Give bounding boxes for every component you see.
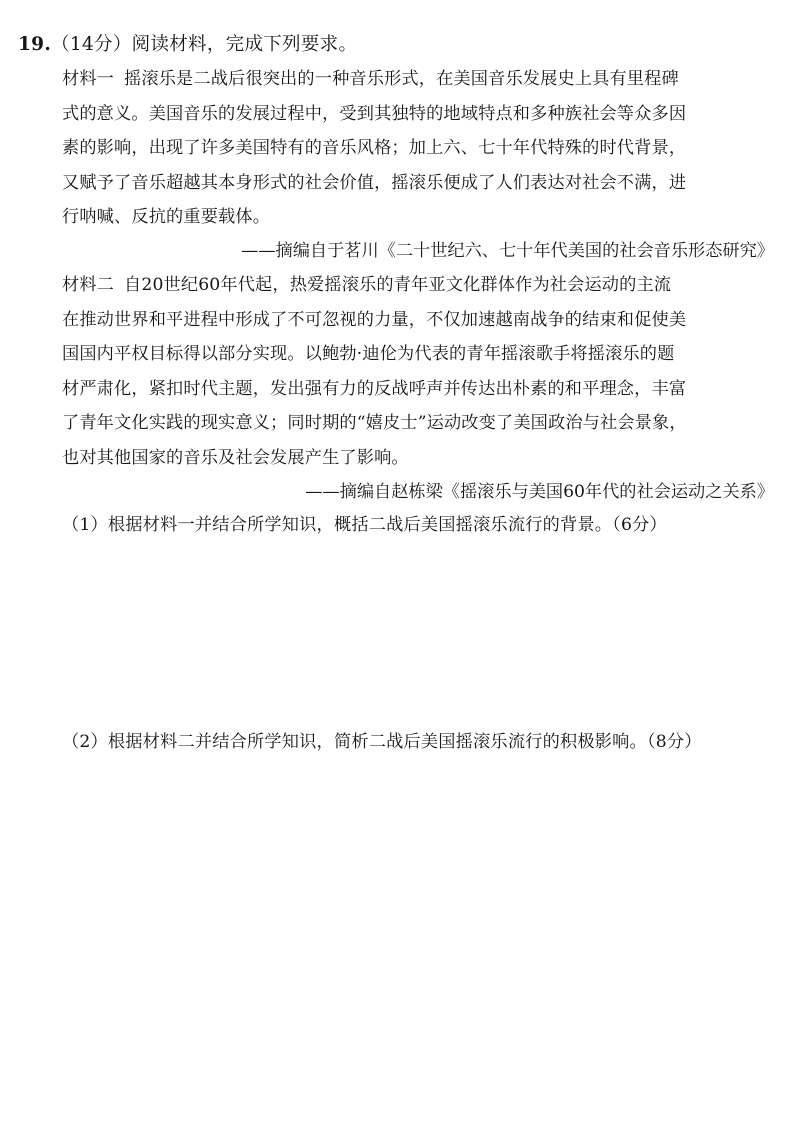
- question-header: [18, 30, 357, 56]
- material2-source: ——摘编自赵栋梁《摇滚乐与美国60年代的社会运动之关系》: [305, 482, 774, 502]
- material2-line-3: 国国内平权目标得以部分实现。以鲍勃·迪伦为代表的青年摇滚歌手将摇滚乐的题: [62, 344, 675, 364]
- material1-label: 材料一: [62, 69, 115, 89]
- answer-area-1[interactable]: [62, 545, 770, 710]
- question-instruction: 阅读材料，完成下列要求。: [131, 34, 358, 55]
- material2-label: 材料二: [62, 275, 115, 295]
- material1-line-4: 又赋予了音乐超越其本身形式的社会价值，摇滚乐便成了人们表达对社会不满，进: [62, 173, 687, 193]
- material2-line-4: 材严肃化，紧扣时代主题，发出强有力的反战呼声并传达出朴素的和平理念，丰富: [62, 379, 687, 399]
- material2-text-1: 自20世纪60年代起，热爱摇滚乐的青年亚文化群体作为社会运动的主流: [124, 275, 672, 295]
- material1-text-1: 摇滚乐是二战后很突出的一种音乐形式，在美国音乐发展史上具有里程碑: [124, 69, 679, 89]
- material1-source: ——摘编自于茗川《二十世纪六、七十年代美国的社会音乐形态研究》: [241, 241, 774, 261]
- material1-line-1: [62, 64, 679, 89]
- material2-line-1: [62, 270, 671, 295]
- answer-area-2[interactable]: [62, 765, 770, 1105]
- question-number: 19.: [18, 34, 52, 55]
- material1-line-5: 行呐喊、反抗的重要载体。: [62, 207, 271, 227]
- material2-line-5: 了青年文化实践的现实意义；同时期的“嬉皮士”运动改变了美国政治与社会景象，: [62, 413, 687, 433]
- subquestion-1: （1）根据材料一并结合所学知识，概括二战后美国摇滚乐流行的背景。（6分）: [62, 515, 667, 535]
- question-score: （14分）: [51, 34, 132, 55]
- subquestion-2: （2）根据材料二并结合所学知识，简析二战后美国摇滚乐流行的积极影响。（8分）: [62, 732, 702, 752]
- material2-line-6: 也对其他国家的音乐及社会发展产生了影响。: [62, 448, 409, 468]
- material1-line-2: 式的意义。美国音乐的发展过程中，受到其独特的地域特点和多种族社会等众多因: [62, 104, 687, 124]
- material1-line-3: 素的影响，出现了许多美国特有的音乐风格；加上六、七十年代特殊的时代背景，: [62, 138, 687, 158]
- material2-line-2: 在推动世界和平进程中形成了不可忽视的力量，不仅加速越南战争的结束和促使美: [62, 310, 687, 330]
